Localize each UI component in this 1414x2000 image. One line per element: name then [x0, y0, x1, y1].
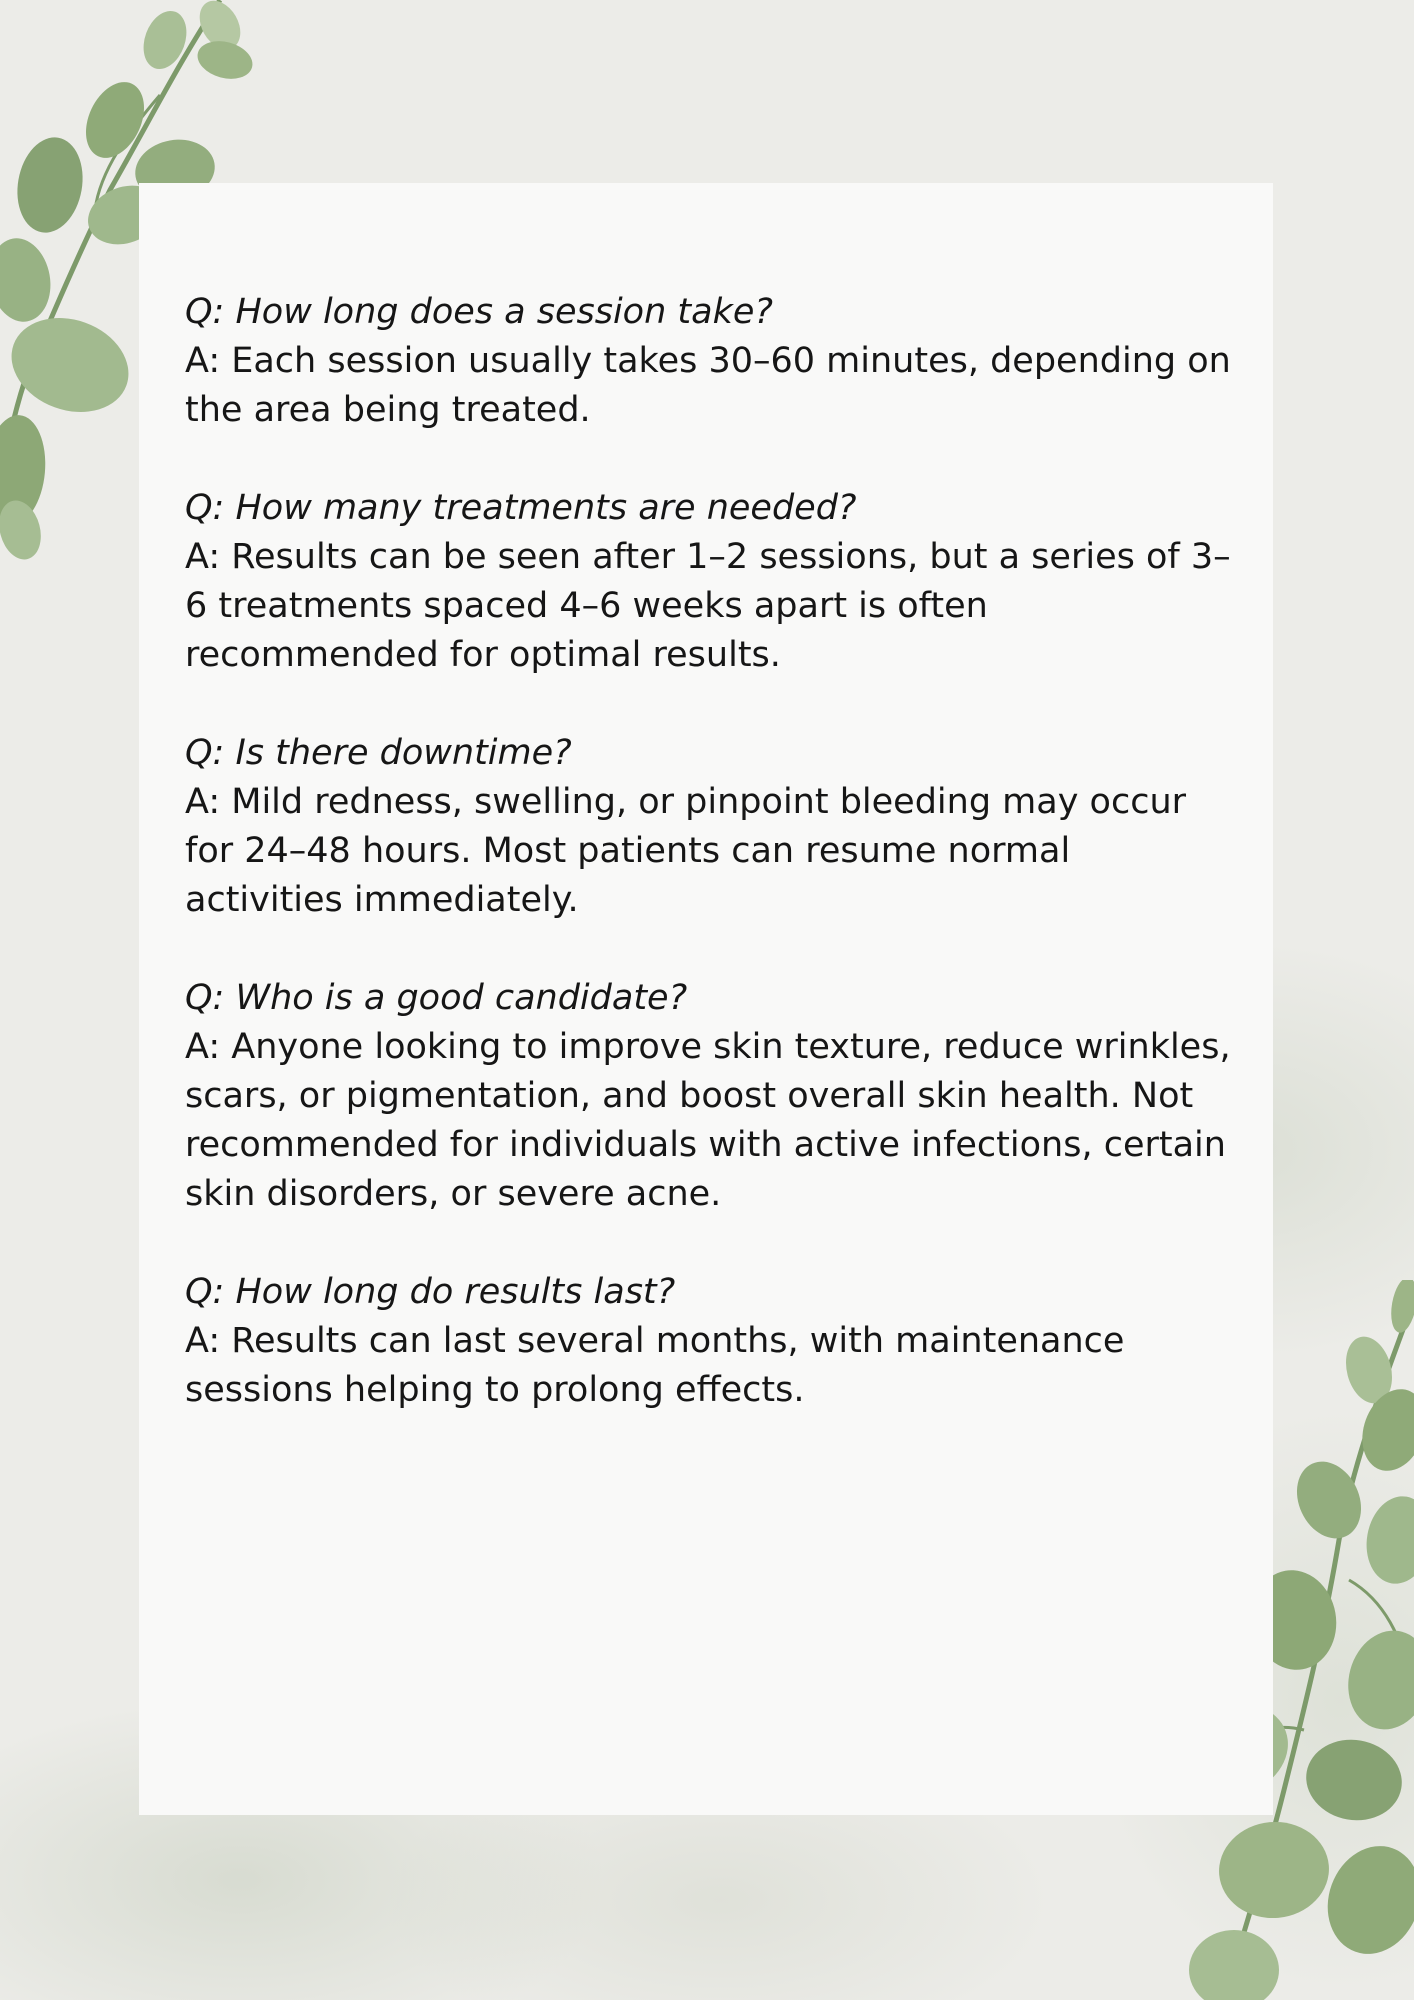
faq-item [185, 974, 1235, 1219]
faq-item [185, 1268, 1235, 1415]
faq-answer: A: Results can be seen after 1–2 sessions, but a series of 3–6 treatments spaced 4–6 weeks apart is often recommended for optimal results. [185, 537, 1231, 675]
faq-question: Q: How long does a session take? [185, 292, 773, 332]
faq-item [185, 729, 1235, 925]
faq-item [185, 484, 1235, 680]
faq-question: Q: How long do results last? [185, 1272, 676, 1312]
faq-item [185, 288, 1235, 435]
faq-answer: A: Anyone looking to improve skin texture, reduce wrinkles, scars, or pigmentation, and boost overall skin health. Not recommended for individuals with active infections, certain skin disorders, or severe acne. [185, 1027, 1231, 1214]
faq-question: Q: Who is a good candidate? [185, 978, 688, 1018]
faq-list [185, 288, 1235, 1464]
faq-answer: A: Each session usually takes 30–60 minutes, depending on the area being treated. [185, 341, 1231, 430]
faq-answer: A: Results can last several months, with maintenance sessions helping to prolong effects. [185, 1321, 1125, 1410]
faq-question: Q: Is there downtime? [185, 733, 572, 773]
faq-answer: A: Mild redness, swelling, or pinpoint bleeding may occur for 24–48 hours. Most patients can resume normal activities immediately. [185, 782, 1187, 920]
faq-question: Q: How many treatments are needed? [185, 488, 857, 528]
